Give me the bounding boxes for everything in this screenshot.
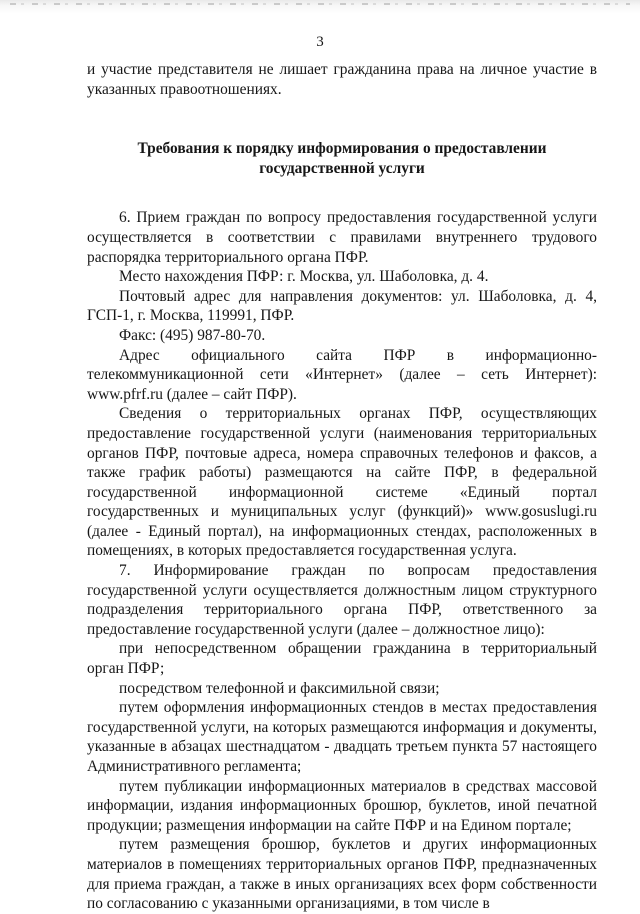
paragraph-direct-appeal: при непосредственном обращении гражданина в территориальный орган ПФР; xyxy=(87,640,597,678)
paragraph-territorial-info: Сведения о территориальных органах ПФР, осуществляющих предоставление государственной услуги (наименования территориальных органов ПФР, почтовые адреса, номера справочных телефонов и факсов, а также график работы) размещаются на сайте ПФР, в федеральной государственной информационной системе «Единый портал государственных и муниципальных услуг (функций)» www.gosuslugi.ru (далее - Единый портал), на информационных стендах, расположенных в помещениях, в которых предоставляется государственная услуга. xyxy=(87,405,597,560)
page-number: 3 xyxy=(316,34,324,50)
paragraph-continuation: и участие представителя не лишает гражданина права на личное участие в указанных правоотношениях. xyxy=(87,61,597,98)
paragraph-stands: путем оформления информационных стендов в местах предоставления государственной услуги, на которых размещаются информация и документы, указанные в абзацах шестнадцатом - двадцать третьем пункта 57 настоящего Административного регламента; xyxy=(87,699,597,775)
paragraph-website: Адрес официального сайта ПФР в информационно-телекоммуникационной сети «Интернет» (далее – сеть Интернет): www.pfrf.ru (далее – сайт ПФР). xyxy=(87,346,597,403)
paragraph-phone-fax: посредством телефонной и факсимильной связи; xyxy=(119,679,440,697)
paragraph-publication: путем публикации информационных материалов в средствах массовой информации, издания информационных брошюр, буклетов, иной печатной продукции; размещения информации на сайте ПФР и на Едином портале; xyxy=(87,777,597,834)
paragraph-item-7: 7. Информирование граждан по вопросам предоставления государственной услуги осуществляется должностным лицом структурного подразделения территориального органа ПФР, ответственного за предоставление государственной услуги (далее – должностное лицо): xyxy=(87,562,597,638)
paragraph-fax: Факс: (495) 987-80-70. xyxy=(119,326,266,344)
paragraph-item-6: 6. Прием граждан по вопросу предоставления государственной услуги осуществляется в соответствии с правилами внутреннего трудового распорядка территориального органа ПФР. xyxy=(87,209,597,266)
scan-top-edge xyxy=(0,0,640,14)
document-body xyxy=(87,60,597,914)
paragraph-postal-address: Почтовый адрес для направления документов: ул. Шаболовка, д. 4, ГСП-1, г. Москва, 119991, ПФР. xyxy=(87,287,597,325)
paragraph-location: Место нахождения ПФР: г. Москва, ул. Шаболовка, д. 4. xyxy=(119,268,489,286)
section-heading: Требования к порядку информирования о предоставлении государственной услуги xyxy=(137,140,547,177)
paragraph-brochures: путем размещения брошюр, буклетов и других информационных материалов в помещениях территориальных органов ПФР, предназначенных для приема граждан, а также в иных организациях всех форм собственности по согласованию с указанными организациями, в том числе в xyxy=(87,836,597,913)
